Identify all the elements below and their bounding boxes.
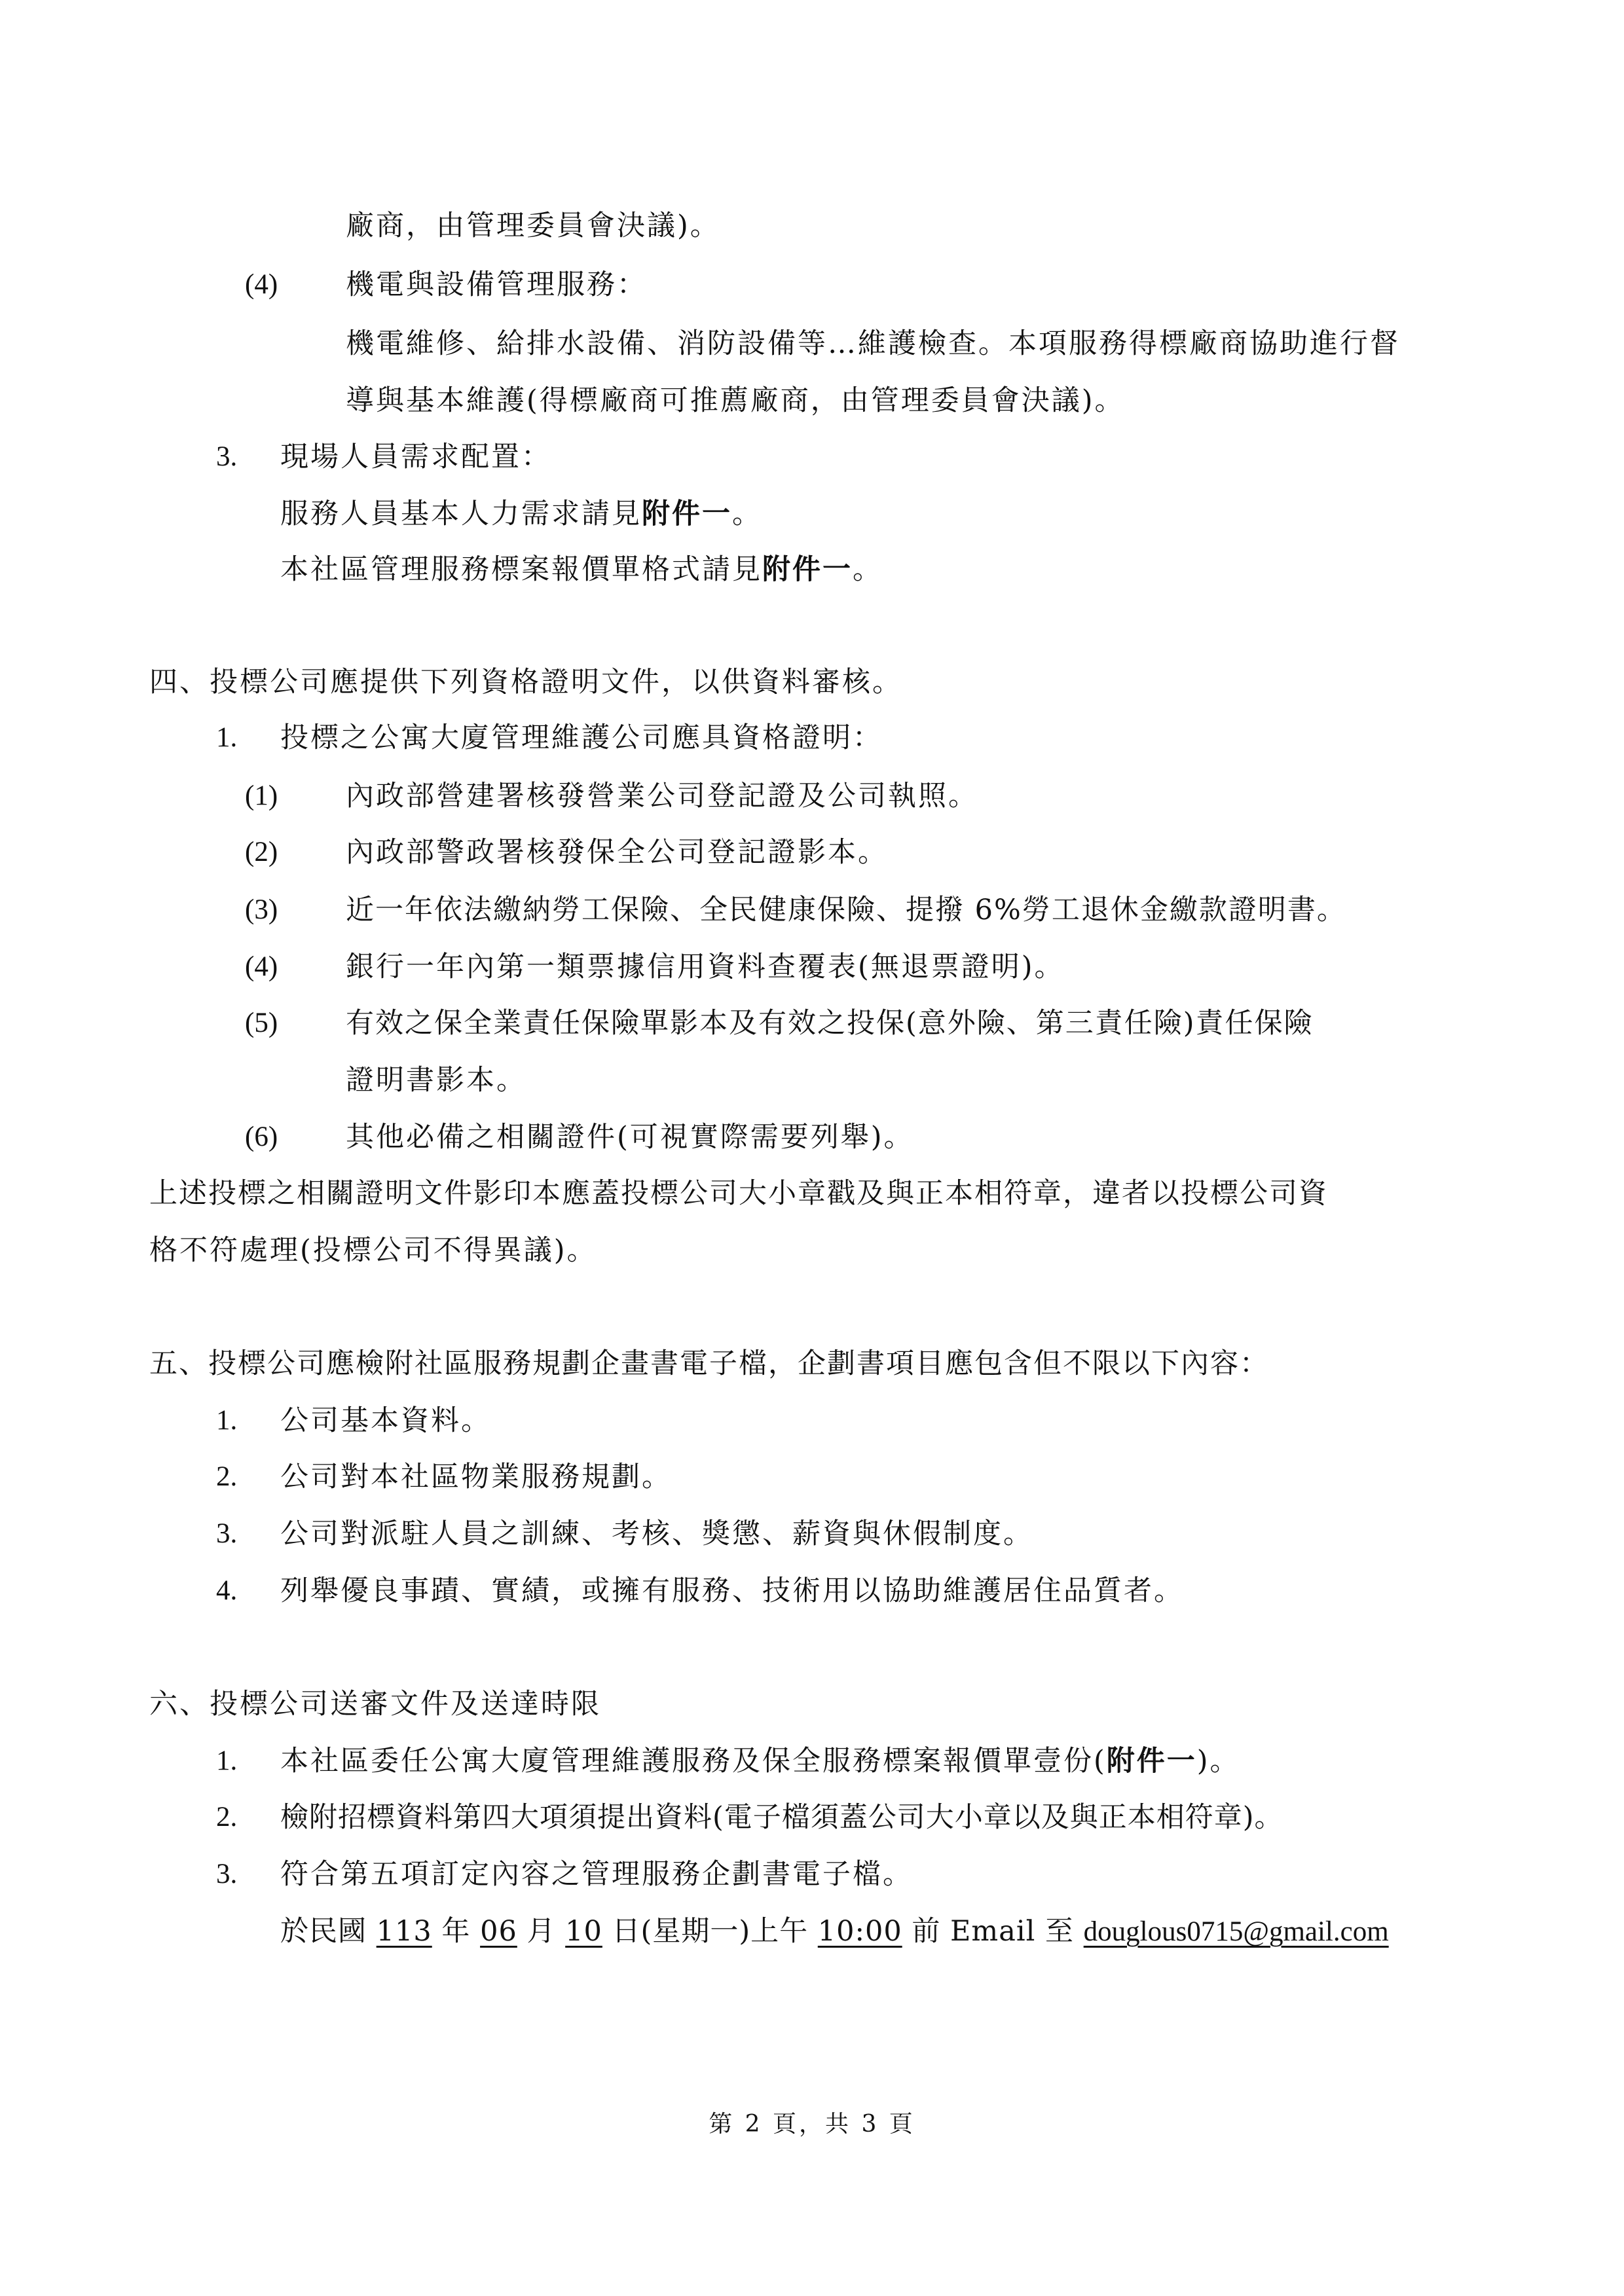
s4-item1-text: 投標之公寓大廈管理維護公司應具資格證明： xyxy=(280,721,883,754)
staff-line2-end: 。 xyxy=(853,553,883,586)
s5-item1-text: 公司基本資料。 xyxy=(280,1404,491,1437)
s4-sub4-marker: (4) xyxy=(245,951,278,982)
s4-sub3-text: 近一年依法繳納勞工保險、全民健康保險、提撥 6%勞工退休金繳款證明書。 xyxy=(346,894,1346,926)
s4-sub2-text: 內政部警政署核發保全公司登記證影本。 xyxy=(346,836,888,869)
s4-sub5-text: 有效之保全業責任保險單影本及有效之投保(意外險、第三責任險)責任保險 xyxy=(346,1007,1314,1040)
deadline-month-unit: 月 xyxy=(517,1915,566,1948)
deadline-month: 06 xyxy=(480,1915,517,1948)
s4-sub1-marker: (1) xyxy=(245,780,278,811)
s5-item3-text: 公司對派駐人員之訓練、考核、獎懲、薪資與休假制度。 xyxy=(280,1518,1033,1550)
deadline-email: douglous0715@gmail.com xyxy=(1083,1916,1389,1947)
section5-heading: 五、投標公司應檢附社區服務規劃企畫書電子檔，企劃書項目應包含但不限以下內容： xyxy=(149,1347,1269,1380)
staff-marker: 3. xyxy=(216,441,238,472)
s6-item3-text: 符合第五項訂定內容之管理服務企劃書電子檔。 xyxy=(280,1858,913,1891)
s6-item1-text-main: 本社區委任公寓大廈管理維護服務及保全服務標案報價單壹份( xyxy=(280,1745,1107,1777)
attachment-ref-3: 附件一 xyxy=(1106,1745,1197,1777)
s6-item3-marker: 3. xyxy=(216,1859,238,1889)
staff-title: 現場人員需求配置： xyxy=(280,441,551,473)
item-4-title: 機電與設備管理服務： xyxy=(346,268,647,301)
s5-item4-marker: 4. xyxy=(216,1575,238,1606)
item-4-body-line1: 機電維修、給排水設備、消防設備等…維護檢查。本項服務得標廠商協助進行督 xyxy=(346,327,1400,360)
s6-item2-marker: 2. xyxy=(216,1802,238,1832)
item-4-body-line2: 導與基本維護(得標廠商可推薦廠商，由管理委員會決議)。 xyxy=(346,384,1125,417)
attachment-ref-2: 附件一 xyxy=(762,553,853,586)
staff-line1 xyxy=(280,494,762,534)
deadline-day: 10 xyxy=(565,1915,602,1948)
attachment-ref-1: 附件一 xyxy=(642,498,732,530)
s5-item3-marker: 3. xyxy=(216,1518,238,1549)
s5-item2-text: 公司對本社區物業服務規劃。 xyxy=(280,1461,672,1493)
staff-line1-text: 服務人員基本人力需求請見 xyxy=(280,498,642,530)
s4-sub6-text: 其他必備之相關證件(可視實際需要列舉)。 xyxy=(346,1121,914,1154)
item-4-marker: (4) xyxy=(245,269,278,300)
deadline-time: 10:00 xyxy=(817,1915,902,1948)
section6-heading: 六、投標公司送審文件及送達時限 xyxy=(149,1688,601,1721)
s5-item4-text: 列舉優良事蹟、實績，或擁有服務、技術用以協助維護居住品質者。 xyxy=(280,1575,1184,1607)
staff-line2-text: 本社區管理服務標案報價單格式請見 xyxy=(280,553,762,586)
s6-item1-text-end: )。 xyxy=(1196,1745,1240,1777)
s6-item1-text xyxy=(280,1741,1240,1781)
section3-continued-line: 廠商，由管理委員會決議)。 xyxy=(346,210,720,242)
s4-sub4-text: 銀行一年內第一類票據信用資料查覆表(無退票證明)。 xyxy=(346,951,1065,983)
deadline-year-unit: 年 xyxy=(432,1915,481,1948)
deadline-line xyxy=(280,1912,1389,1952)
deadline-year: 113 xyxy=(376,1915,432,1948)
s5-item2-marker: 2. xyxy=(216,1461,238,1492)
s6-item2-text: 檢附招標資料第四大項須提出資料(電子檔須蓋公司大小章以及與正本相符章)。 xyxy=(280,1801,1283,1834)
s4-note-line2: 格不符處理(投標公司不得異議)。 xyxy=(149,1234,597,1267)
s5-item1-marker: 1. xyxy=(216,1405,238,1436)
deadline-prefix: 於民國 xyxy=(280,1915,377,1948)
s4-note-line1: 上述投標之相關證明文件影印本應蓋投標公司大小章戳及與正本相符章，違者以投標公司資 xyxy=(149,1177,1328,1210)
s4-sub1-text: 內政部營建署核發營業公司登記證及公司執照。 xyxy=(346,780,978,812)
deadline-email-prefix: 前 Email 至 xyxy=(902,1915,1084,1948)
staff-line2 xyxy=(280,550,883,589)
s4-item1-marker: 1. xyxy=(216,722,238,753)
s4-sub5-marker: (5) xyxy=(245,1008,278,1038)
s4-sub2-marker: (2) xyxy=(245,837,278,867)
section4-heading: 四、投標公司應提供下列資格證明文件，以供資料審核。 xyxy=(149,666,902,699)
s4-sub3-marker: (3) xyxy=(245,894,278,925)
staff-line1-end: 。 xyxy=(732,498,762,530)
page-footer: 第 2 頁，共 3 頁 xyxy=(709,2111,915,2138)
s4-sub5-text-cont: 證明書影本。 xyxy=(346,1064,526,1097)
s4-sub6-marker: (6) xyxy=(245,1121,278,1152)
s6-item1-marker: 1. xyxy=(216,1745,238,1776)
deadline-weekday: 日(星期一)上午 xyxy=(602,1915,818,1948)
